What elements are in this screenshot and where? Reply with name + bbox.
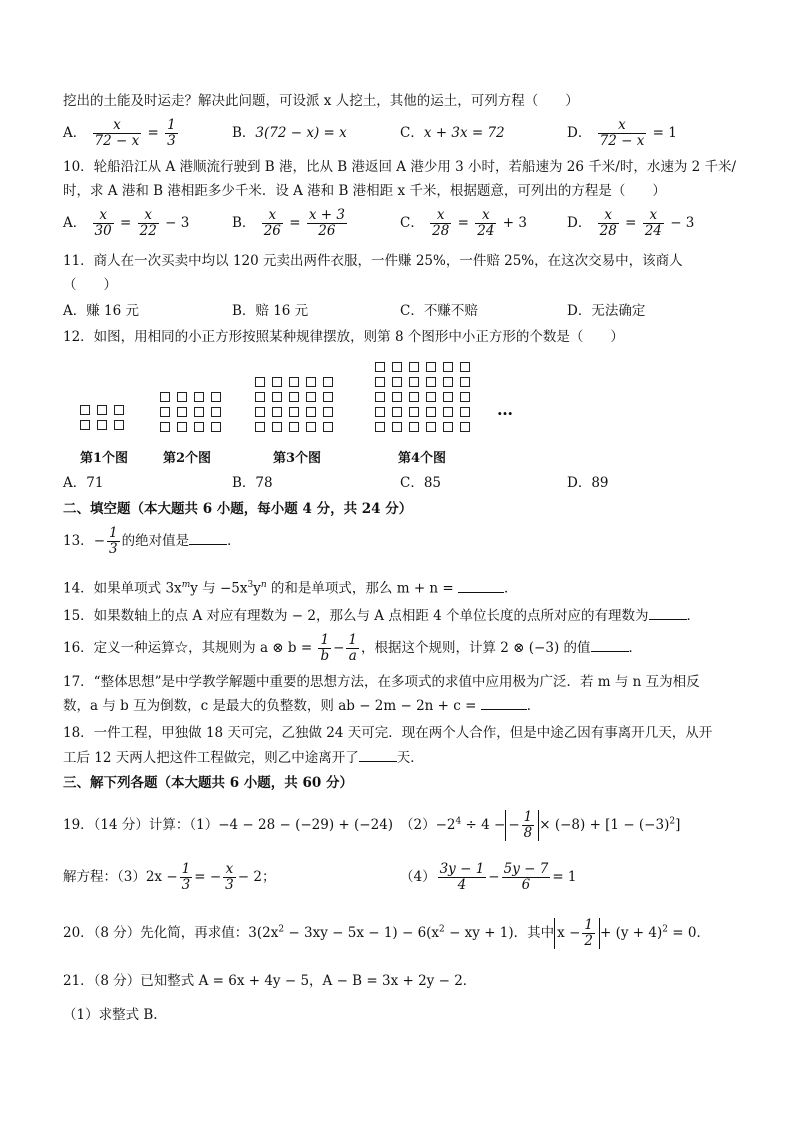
q19-part1: 19．（14 分）计算：（1）−4 − 28 − (−29) + (−24) <box>63 817 394 833</box>
small-square <box>177 407 187 417</box>
numerator: x + 3 <box>308 207 345 223</box>
q9-option-b <box>232 124 347 142</box>
fraction <box>138 208 159 239</box>
fraction <box>262 208 283 239</box>
denominator: b <box>320 648 330 664</box>
answer-blank[interactable] <box>591 639 629 652</box>
fraction <box>93 208 114 239</box>
period: ． <box>628 640 643 656</box>
q-text: ，根据这个规则，计算 2 ⊗ (−3) 的值 <box>361 640 591 656</box>
small-square <box>211 422 221 432</box>
numerator: x <box>223 862 236 878</box>
exponent: 2 <box>439 924 445 935</box>
figure-label-1: 第1个图 <box>80 451 129 466</box>
small-square <box>255 422 265 432</box>
small-square <box>460 362 470 372</box>
q15 <box>63 607 700 625</box>
option-label: C． <box>400 125 424 141</box>
equals: = <box>147 125 159 141</box>
small-square <box>409 392 419 402</box>
denominator: 22 <box>139 223 157 239</box>
q11-option-a: A．赚 16 元 <box>63 303 140 319</box>
denominator: a <box>348 648 357 664</box>
q12-option-b: B．78 <box>232 475 273 491</box>
denominator: 6 <box>521 877 531 893</box>
q-text: = − <box>194 869 222 885</box>
q-text: 的绝对值是 <box>121 533 190 549</box>
q10-option-b: B． $\frac{x}{26}$ = $\frac{x + 3}{26}$ <box>232 207 345 239</box>
small-square <box>375 377 385 387</box>
q-text: y 与 −5x <box>190 580 248 597</box>
period: ． <box>227 533 241 549</box>
numerator: 5y − 7 <box>503 861 549 877</box>
q-text: − 3xy − 5x − 1) − 6(x <box>284 925 440 941</box>
small-square <box>426 377 436 387</box>
q17-line2 <box>63 697 540 715</box>
fraction <box>582 918 595 949</box>
q-text: = 0． <box>667 925 710 941</box>
small-square <box>306 392 316 402</box>
period: ． <box>686 608 700 624</box>
numerator: x <box>643 208 664 224</box>
q-text: x − <box>557 925 581 941</box>
denominator: 30 <box>94 223 112 239</box>
minus: − <box>333 640 345 656</box>
q11-line1: 11．商人在一次买卖中均以 120 元卖出两件衣服，一件赚 25%，一件赔 25%，在这次交易中，该商人 <box>63 253 683 269</box>
denominator: 3 <box>225 877 234 893</box>
minus: − <box>488 869 500 885</box>
option-label: D． <box>567 215 592 231</box>
fraction <box>502 862 551 893</box>
numerator: x <box>430 208 451 224</box>
q-text: 解方程：（3）2x − <box>63 869 178 885</box>
small-square <box>460 392 470 402</box>
small-square <box>272 407 282 417</box>
q16 <box>63 633 642 664</box>
section-2-heading: 二、填空题（本大题共 6 小题，每小题 4 分，共 24 分） <box>63 501 413 517</box>
q11-option-d: D．无法确定 <box>567 303 646 319</box>
denominator: 26 <box>318 223 336 239</box>
absolute-value: − $\frac{1}{8}$ <box>505 810 539 841</box>
small-square <box>177 392 187 402</box>
small-square <box>177 422 187 432</box>
exponent: 2 <box>278 924 285 935</box>
minus: − <box>93 533 105 549</box>
small-square <box>443 377 453 387</box>
q-text: + (y + 4) <box>599 925 663 941</box>
small-square <box>426 362 436 372</box>
q17-line1: 17．“整体思想”是中学教学解题中重要的思想方法，在多项式的求值中应用极为广泛．若 m 与 n 互为相反 <box>63 674 700 690</box>
q-text: = 1 <box>552 869 577 885</box>
answer-blank[interactable] <box>649 607 687 620</box>
denominator: 28 <box>599 223 617 239</box>
small-square <box>194 407 204 417</box>
q11-option-c: C．不赚不赔 <box>400 303 478 319</box>
fraction <box>307 208 347 239</box>
small-square <box>114 405 124 415</box>
answer-blank[interactable] <box>359 749 397 762</box>
exponent: 4 <box>455 816 462 827</box>
fraction <box>165 118 178 149</box>
denominator: 3 <box>167 133 176 149</box>
numerator: x <box>598 208 619 224</box>
fraction <box>318 633 331 664</box>
q-text: 15．如果数轴上的点 A 对应有理数为 − 2，那么与 A 点相距 4 个单位长度的点所对应的有理数为 <box>63 608 649 624</box>
figure-label-3: 第3个图 <box>273 451 322 466</box>
numerator: x <box>138 208 159 224</box>
numerator: 1 <box>584 917 593 933</box>
q9-stem: 挖出的土能及时运走？解决此问题，可设派 x 人挖土，其他的运土，可列方程（ ） <box>63 93 579 109</box>
q-text: y <box>253 580 261 597</box>
absolute-value <box>554 918 600 949</box>
q19-part3 <box>63 862 275 893</box>
numerator: 1 <box>167 117 176 133</box>
small-square <box>114 420 124 430</box>
option-label: A． <box>63 125 87 141</box>
answer-blank[interactable] <box>189 532 227 545</box>
q-text: 工后 12 天两人把这件工程做完，则乙中途离开了 <box>63 750 359 766</box>
option-label: A． <box>63 215 87 231</box>
small-square <box>255 407 265 417</box>
small-square <box>272 422 282 432</box>
small-square <box>460 422 470 432</box>
denominator: 4 <box>457 877 467 893</box>
equals: = 1 <box>652 125 677 141</box>
small-square <box>392 362 402 372</box>
exponent: n <box>260 580 267 590</box>
option-label: D． <box>567 125 592 141</box>
small-square <box>460 377 470 387</box>
q-text: （4） <box>400 869 436 885</box>
small-square <box>306 422 316 432</box>
fraction <box>438 862 487 893</box>
q-text: 天． <box>396 750 424 766</box>
q10-option-d: D． $\frac{x}{28}$ = $\frac{x}{24}$ − 3 <box>567 207 695 239</box>
small-square <box>160 392 170 402</box>
numerator: 1 <box>523 809 533 825</box>
small-square <box>194 392 204 402</box>
numerator: 1 <box>318 633 331 649</box>
q-text: 16．定义一种运算☆，其规则为 a ⊗ b = <box>63 640 317 656</box>
denominator: 24 <box>644 223 662 239</box>
q19-part2 <box>400 810 680 841</box>
small-square <box>392 422 402 432</box>
section-3-heading: 三、解下列各题（本大题共 6 小题，共 60 分） <box>63 775 353 791</box>
small-square <box>194 422 204 432</box>
q-text: 14．如果单项式 3x <box>63 580 182 597</box>
denominator: 2 <box>584 933 593 949</box>
q-text: − xy + 1)．其中 <box>444 925 555 941</box>
answer-blank[interactable] <box>458 580 504 593</box>
small-square <box>375 392 385 402</box>
numerator: 1 <box>109 525 118 541</box>
small-square <box>306 377 316 387</box>
small-square <box>211 392 221 402</box>
ellipsis: … <box>497 400 513 419</box>
q10-option-c: C． $\frac{x}{28}$ = $\frac{x}{24}$ + 3 <box>400 207 527 239</box>
tail: − 3 <box>670 215 695 231</box>
denominator: 72 − x <box>599 133 645 149</box>
answer-blank[interactable] <box>481 697 527 710</box>
small-square <box>392 392 402 402</box>
q-text: 的和是单项式，那么 m + n = <box>266 580 459 597</box>
small-square <box>409 362 419 372</box>
denominator: 72 − x <box>94 133 140 149</box>
fraction <box>598 118 647 149</box>
q9-option-d <box>567 118 677 149</box>
denominator: 24 <box>477 223 495 239</box>
q-text: ÷ 4 − <box>461 817 506 833</box>
small-square <box>392 407 402 417</box>
fraction <box>598 208 619 239</box>
fraction <box>223 862 236 893</box>
q9-option-c <box>400 124 505 142</box>
small-square <box>272 392 282 402</box>
small-square <box>323 392 333 402</box>
exponent: 2 <box>662 924 668 935</box>
denominator: 26 <box>263 223 281 239</box>
exponent: m <box>181 580 191 590</box>
exponent: 3 <box>247 580 254 590</box>
small-square <box>409 407 419 417</box>
option-label: B． <box>232 215 256 231</box>
q14 <box>63 576 518 598</box>
q13 <box>63 526 241 557</box>
numerator: 1 <box>181 861 191 877</box>
small-square <box>375 362 385 372</box>
figure-label-2: 第2个图 <box>163 451 212 466</box>
option-expr: 3(72 − x) = x <box>255 125 347 141</box>
small-square <box>323 422 333 432</box>
q-text: 20．（8 分）先化简，再求值：3(2x <box>63 925 279 941</box>
small-square <box>426 407 436 417</box>
numerator: x <box>93 208 114 224</box>
q-text: 数，a 与 b 互为倒数，c 是最大的负整数，则 ab − 2m − 2n + c = <box>63 698 481 714</box>
q12-option-c: C．85 <box>400 475 442 491</box>
numerator: x <box>262 208 283 224</box>
small-square <box>289 407 299 417</box>
denominator: 3 <box>181 877 191 893</box>
small-square <box>375 422 385 432</box>
fraction <box>107 526 120 557</box>
small-square <box>289 377 299 387</box>
q9-option-a <box>63 118 180 149</box>
fraction <box>346 633 359 664</box>
small-square <box>289 392 299 402</box>
q18-line2 <box>63 749 424 767</box>
q-text: （2）−2 <box>400 817 456 833</box>
period: ． <box>504 580 518 597</box>
q20 <box>63 918 710 949</box>
small-square <box>426 422 436 432</box>
fraction <box>93 118 142 149</box>
numerator: x <box>598 118 647 134</box>
small-square <box>160 422 170 432</box>
small-square <box>443 392 453 402</box>
q21-line1: 21．（8 分）已知整式 A = 6x + 4y − 5，A − B = 3x + 2y − 2． <box>63 973 477 989</box>
tail: + 3 <box>502 215 527 231</box>
small-square <box>97 420 107 430</box>
numerator: 3y − 1 <box>439 861 485 877</box>
numerator: 1 <box>348 632 358 648</box>
fraction <box>522 810 535 841</box>
small-square <box>409 422 419 432</box>
small-square <box>443 407 453 417</box>
small-square <box>97 405 107 415</box>
q21-line2: （1）求整式 B. <box>63 1007 158 1023</box>
q11-line2: （ ） <box>63 277 117 293</box>
small-square <box>80 420 90 430</box>
q-text: ] <box>675 817 681 833</box>
small-square <box>443 362 453 372</box>
q11-option-b: B．赔 16 元 <box>232 303 309 319</box>
small-square <box>306 407 316 417</box>
q12-option-a: A．71 <box>63 475 104 491</box>
q10-option-a: A． $\frac{x}{30}$ = $\frac{x}{22}$ − 3 <box>63 207 190 239</box>
denominator: 28 <box>432 223 450 239</box>
small-square <box>443 422 453 432</box>
small-square <box>426 392 436 402</box>
option-expr: x + 3x = 72 <box>423 125 505 141</box>
q18-line1: 18．一件工程，甲独做 18 天可完，乙独做 24 天可完．现在两个人合作，但是中途乙因有事离开几天，从开 <box>63 725 713 741</box>
period: ． <box>526 698 541 714</box>
small-square <box>392 377 402 387</box>
q19-part4 <box>400 862 577 893</box>
numerator: x <box>93 118 142 134</box>
small-square <box>160 407 170 417</box>
small-square <box>272 377 282 387</box>
option-label: C． <box>400 215 424 231</box>
q10-line1: 10．轮船沿江从 A 港顺流行驶到 B 港，比从 B 港返回 A 港少用 3 小时，若船速为 26 千米/时，水速为 2 千米/ <box>63 159 737 175</box>
q-text: × (−8) + [1 − (−3) <box>539 817 670 833</box>
fraction <box>180 862 193 893</box>
q-number: 13． <box>63 533 94 549</box>
exponent: 2 <box>669 816 676 827</box>
small-square <box>375 407 385 417</box>
figure-label-4: 第4个图 <box>398 451 447 466</box>
fraction <box>475 208 496 239</box>
q10-line2: 时，求 A 港和 B 港相距多少千米．设 A 港和 B 港相距 x 千米，根据题意，可列出的方程是（ ） <box>63 183 666 199</box>
small-square <box>409 377 419 387</box>
small-square <box>323 377 333 387</box>
q-text: − 2； <box>237 869 276 885</box>
denominator: 3 <box>109 541 118 557</box>
small-square <box>255 377 265 387</box>
option-label: B． <box>232 125 256 141</box>
tail: − 3 <box>165 215 190 231</box>
fraction <box>430 208 451 239</box>
fraction <box>643 208 664 239</box>
numerator: x <box>475 208 496 224</box>
small-square <box>80 405 90 415</box>
small-square <box>211 407 221 417</box>
small-square <box>255 392 265 402</box>
denominator: 8 <box>523 825 533 841</box>
small-square <box>323 407 333 417</box>
small-square <box>289 422 299 432</box>
q12-option-d: D．89 <box>567 475 609 491</box>
q12-stem: 12．如图，用相同的小正方形按照某种规律摆放，则第 8 个图形中小正方形的个数是（ ） <box>63 329 624 345</box>
small-square <box>460 407 470 417</box>
